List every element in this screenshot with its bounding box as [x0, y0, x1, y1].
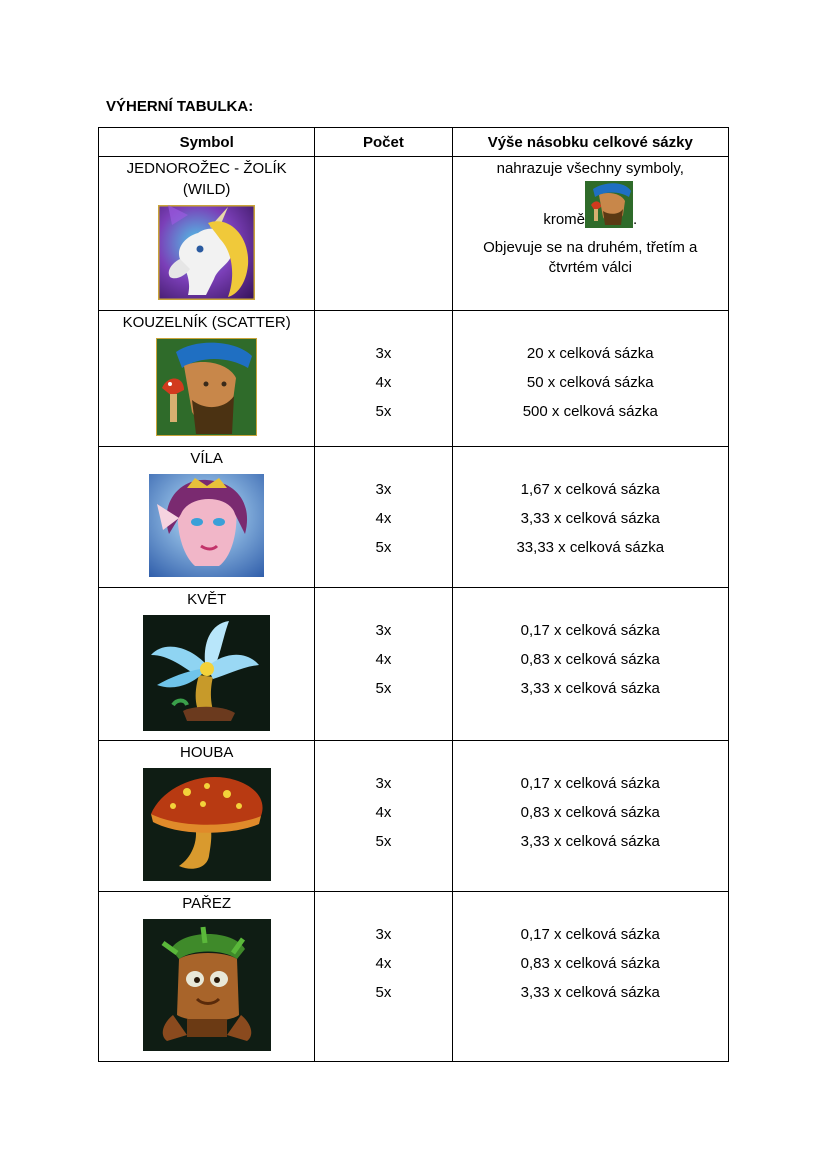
flower-icon — [143, 615, 270, 731]
count-value: 4x — [375, 374, 392, 391]
symbol-name: VÍLA — [190, 450, 223, 467]
symbol-name: PAŘEZ — [182, 895, 232, 912]
except-suffix: . — [633, 211, 638, 228]
count-value: 5x — [375, 680, 392, 697]
table-row-wild — [99, 157, 729, 311]
fairy-icon — [149, 474, 264, 577]
table-row-mushroom — [99, 741, 729, 892]
payout-value: 3,33 x celková sázka — [520, 833, 660, 850]
table-row-scatter — [99, 311, 729, 447]
count-value: 3x — [375, 926, 392, 943]
unicorn-icon — [158, 205, 255, 300]
tree-stump-icon — [143, 919, 271, 1051]
count-value: 3x — [375, 622, 392, 639]
count-value: 5x — [375, 984, 392, 1001]
table-row-stump — [99, 892, 729, 1062]
count-value: 3x — [375, 345, 392, 362]
symbol-cell — [99, 311, 315, 447]
count-value: 4x — [375, 510, 392, 527]
payout-value: 0,17 x celková sázka — [520, 622, 660, 639]
symbol-name: JEDNOROŽEC - ŽOLÍK — [126, 160, 287, 177]
symbol-name: KOUZELNÍK (SCATTER) — [122, 314, 291, 331]
payout-value: 0,17 x celková sázka — [520, 926, 660, 943]
symbol-cell — [99, 741, 315, 892]
column-header-count: Počet — [315, 128, 452, 157]
symbol-name-suffix: (WILD) — [182, 181, 231, 198]
table-row-fairy — [99, 447, 729, 588]
column-header-payout: Výše násobku celkové sázky — [452, 128, 728, 157]
payout-value: 3,33 x celková sázka — [520, 680, 660, 697]
symbol-cell — [99, 892, 315, 1062]
count-value: 3x — [375, 481, 392, 498]
wild-note-line: Objevuje se na druhém, třetím a — [483, 239, 698, 256]
wizard-icon — [585, 181, 633, 228]
page-heading: VÝHERNÍ TABULKA: — [106, 98, 254, 115]
header-row — [99, 128, 729, 157]
count-cell — [315, 588, 452, 741]
count-value: 5x — [375, 539, 392, 556]
wild-note — [453, 238, 728, 278]
count-value: 3x — [375, 775, 392, 792]
payout-cell — [452, 892, 728, 1062]
payout-value: 500 x celková sázka — [522, 403, 658, 420]
count-value: 5x — [375, 833, 392, 850]
payout-cell — [452, 447, 728, 588]
count-value: 4x — [375, 955, 392, 972]
count-cell — [315, 741, 452, 892]
wizard-icon — [156, 338, 257, 436]
payout-value: 0,83 x celková sázka — [520, 955, 660, 972]
payout-value: 50 x celková sázka — [526, 374, 654, 391]
count-cell — [315, 892, 452, 1062]
payout-value: 0,83 x celková sázka — [520, 651, 660, 668]
payout-value: 3,33 x celková sázka — [520, 510, 660, 527]
count-cell — [315, 311, 452, 447]
payout-cell — [452, 157, 728, 311]
wild-note-line: čtvrtém válci — [548, 259, 632, 276]
payout-cell — [452, 311, 728, 447]
symbol-cell — [99, 447, 315, 588]
symbol-name: KVĚT — [187, 591, 227, 608]
paytable — [98, 127, 729, 1062]
symbol-cell — [99, 157, 315, 311]
payout-value: 0,17 x celková sázka — [520, 775, 660, 792]
column-header-symbol: Symbol — [99, 128, 315, 157]
count-cell — [315, 157, 452, 311]
payout-value: 1,67 x celková sázka — [520, 481, 660, 498]
count-value: 4x — [375, 651, 392, 668]
payout-cell — [452, 741, 728, 892]
symbol-name: HOUBA — [179, 744, 234, 761]
except-label: kromě — [543, 211, 586, 228]
count-value: 4x — [375, 804, 392, 821]
count-value: 5x — [375, 403, 392, 420]
table-row-flower — [99, 588, 729, 741]
payout-cell — [452, 588, 728, 741]
payout-value: 33,33 x celková sázka — [516, 539, 665, 556]
payout-value: 20 x celková sázka — [526, 345, 654, 362]
wild-exception — [453, 181, 728, 228]
wild-description: nahrazuje všechny symboly, — [496, 160, 684, 177]
symbol-cell — [99, 588, 315, 741]
count-cell — [315, 447, 452, 588]
payout-value: 3,33 x celková sázka — [520, 984, 660, 1001]
payout-value: 0,83 x celková sázka — [520, 804, 660, 821]
mushroom-icon — [143, 768, 271, 881]
